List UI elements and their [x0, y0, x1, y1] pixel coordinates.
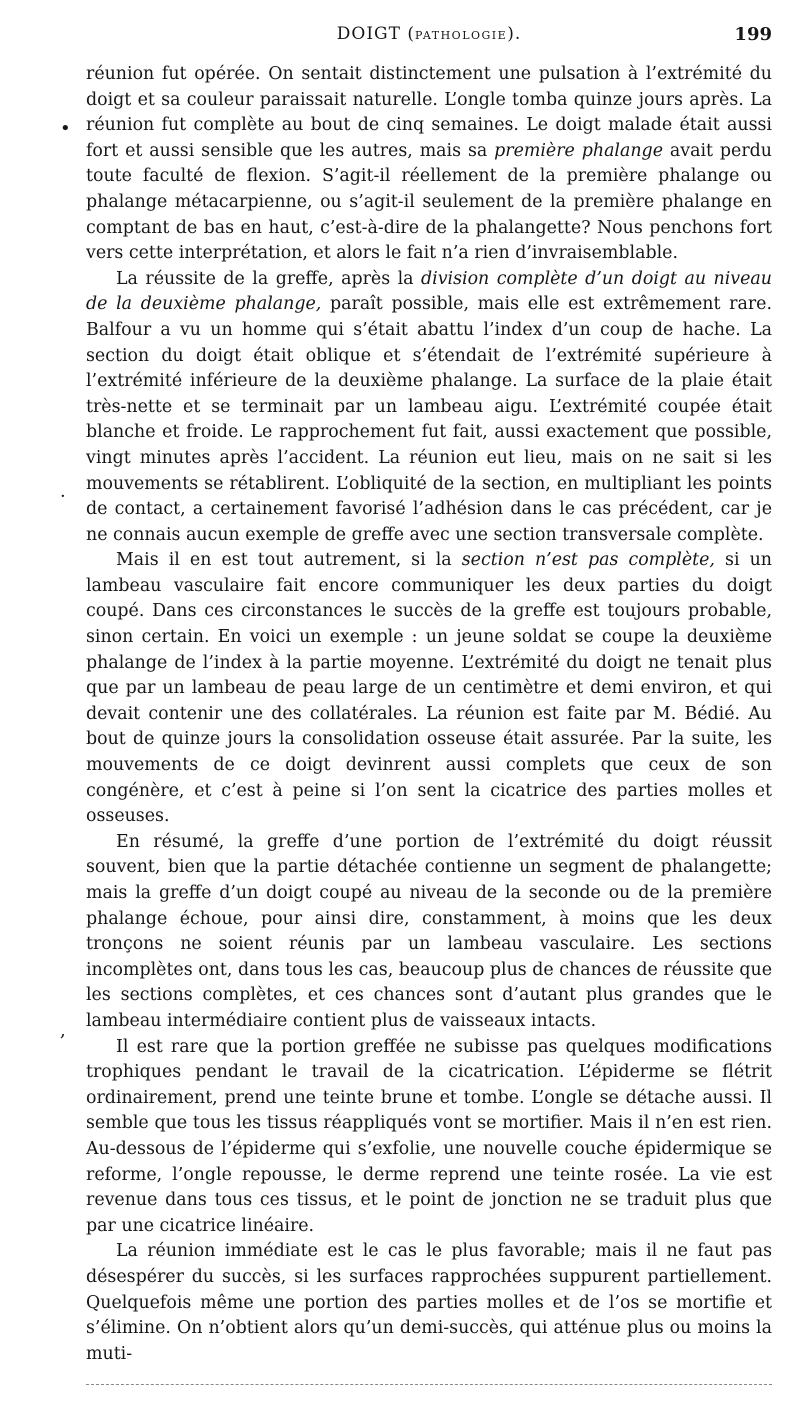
- text-run: réunion fut opérée. On sentait distinctement une pulsation à l’extrémité du doigt et sa couleur paraissait naturelle. L’ongle tomba quinze jours après. La réunion fut complète au bout de cinq semaines. Le doigt malade était aussi fort et aussi sensible que les autres, mais sa: [86, 64, 772, 161]
- text-run: Il est rare que la portion greffée ne subisse pas quelques modifications trophiques pendant le travail de la cicatrication. L’épiderme se flétrit ordinairement, prend une teinte brune et tombe. L’ongle se détache aussi. Il semble que tous les tissus réappliqués vont se mortifier. Mais il n’en est rien. Au-dessous de l’épiderme qui s’exfolie, une nouvelle couche épidermique se reforme, l’ongle repousse, le derme reprend une teinte rosée. La vie est revenue dans tous ces tissus, et le point de jonction ne se traduit plus que par une cicatrice linéaire.: [86, 1036, 772, 1236]
- margin-mark: ,: [60, 1020, 66, 1041]
- text-run: si un lambeau vasculaire fait encore communiquer les deux parties du doigt coupé. Dans ces circonstances le succès de la greffe est toujours probable, sinon certain. En voici un exemple : un jeune soldat se coupe la deuxième phalange de l’index à la partie moyenne. L’extrémité du doigt ne tenait plus que par un lambeau de peau large de un centimètre et demi environ, et qui devait contenir une des collatérales. La réunion est faite par M. Bédié. Au bout de quinze jours la consolidation osseuse était assurée. Par la suite, les mouvements de ce doigt devinrent aussi complets que ceux de son congénère, et c’est à peine si l’on sent la cicatrice des parties molles et osseuses.: [86, 550, 772, 827]
- text-run: La réunion immédiate est le cas le plus favorable; mais il ne faut pas désespérer du succès, si les surfaces rapprochées suppurent partiellement. Quelquefois même une portion des parties molles et de l’os se mortifie et s’élimine. On n’obtient alors qu’un demi-succès, qui atténue plus ou moins la muti-: [86, 1241, 772, 1364]
- italic-text: première phalange: [494, 140, 663, 161]
- italic-text: section n’est pas complète,: [461, 550, 715, 571]
- text-run: Mais il en est tout autrement, si la: [116, 550, 462, 571]
- margin-mark: ·: [60, 486, 66, 507]
- text-run: La réussite de la greffe, après la: [116, 268, 422, 289]
- paragraph: [86, 1035, 772, 1240]
- paragraph: [86, 267, 772, 549]
- paragraph: [86, 62, 772, 267]
- margin-mark: •: [60, 118, 71, 139]
- page-header: [86, 24, 772, 56]
- footer-rule: [86, 1384, 772, 1385]
- running-title: DOIGT (PATHOLOGIE).: [336, 24, 522, 44]
- paragraph: [86, 1239, 772, 1367]
- page-number: 199: [734, 24, 772, 45]
- text-run: avait perdu toute faculté de flexion. S’agit-il réellement de la première phalange ou phalange métacarpienne, ou s’agit-il seulement de la première phalange en comptant de bas en haut, c’est-à-dire de la phalangette? Nous penchons fort vers cette interprétation, et alors le fait n’a rien d’invraisemblable.: [86, 140, 772, 264]
- paragraph: [86, 830, 772, 1035]
- text-run: En résumé, la greffe d’une portion de l’extrémité du doigt réussit souvent, bien que la partie détachée contienne un segment de phalangette; mais la greffe d’un doigt coupé au niveau de la seconde ou de la première phalange échoue, pour ainsi dire, constamment, à moins que les deux tronçons ne soient réunis par un lambeau vasculaire. Les sections incomplètes ont, dans tous les cas, beaucoup plus de chances de réussite que les sections complètes, et ces chances sont d’autant plus grandes que le lambeau intermédiaire contient plus de vaisseaux intacts.: [86, 831, 772, 1031]
- italic-text: division complète d’un doigt au niveau de la deuxième phalange,: [86, 268, 772, 315]
- paragraph: [86, 548, 772, 830]
- text-run: paraît possible, mais elle est extrêmement rare. Balfour a vu un homme qui s’était abattu l’index d’un coup de hache. La section du doigt était oblique et s’étendait de l’extrémité supérieure à l’extrémité inférieure de la deuxième phalange. La surface de la plaie était très-nette et se terminait par un lambeau aigu. L’extrémité coupée était blanche et froide. Le rapprochement fut fait, aussi exactement que possible, vingt minutes après l’accident. La réunion eut lieu, mais on ne sait si les mouvements se rétablirent. L’obliquité de la section, en multipliant les points de contact, a certainement favorisé l’adhésion dans le cas précédent, car je ne connais aucun exemple de greffe avec une section transversale complète.: [86, 294, 772, 545]
- text-body: [86, 62, 772, 1367]
